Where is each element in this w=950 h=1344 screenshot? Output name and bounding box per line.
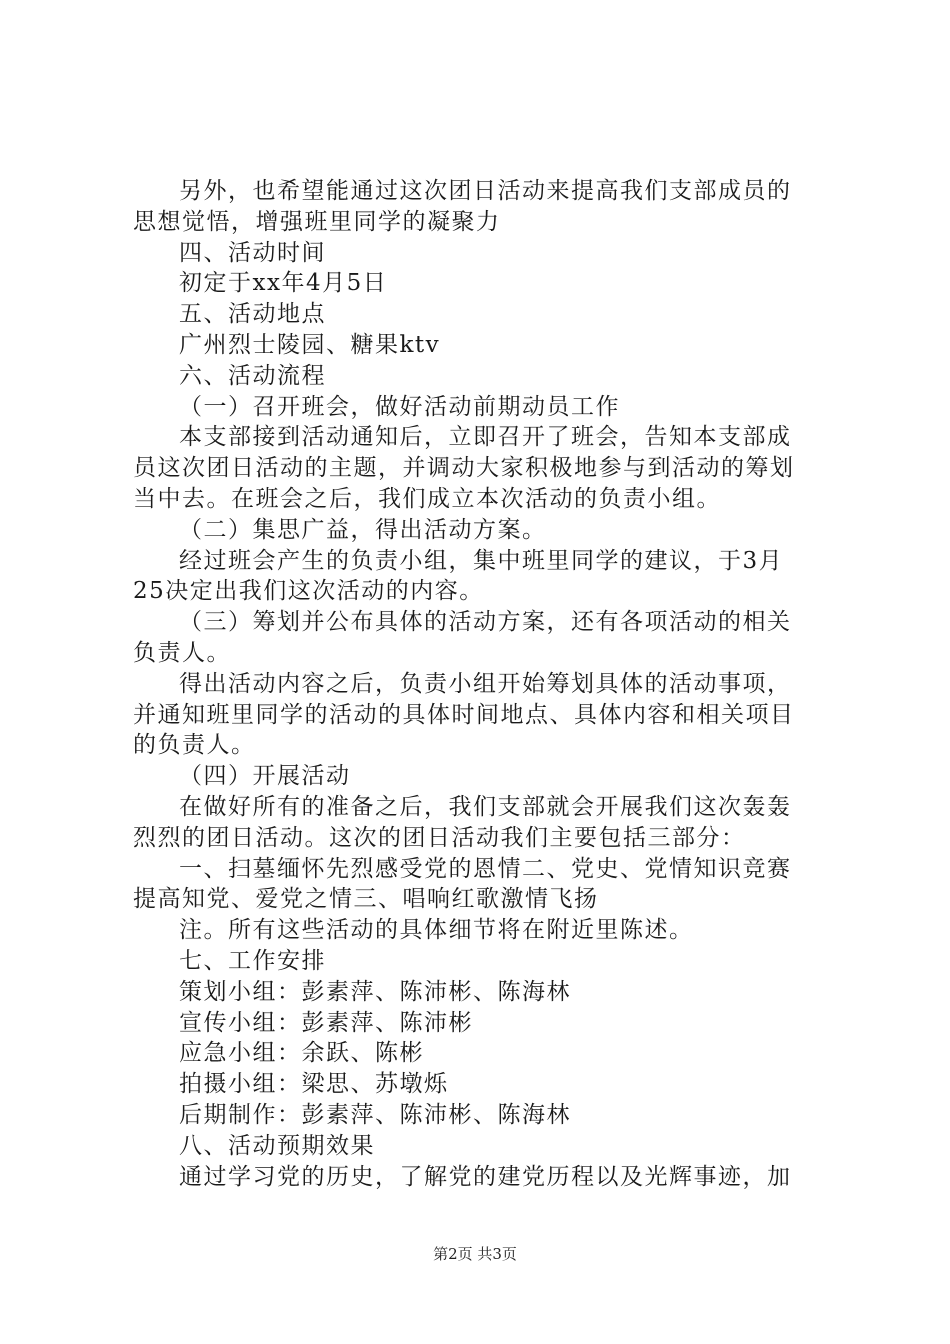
text-line: 思想觉悟，增强班里同学的凝聚力: [133, 208, 501, 235]
text-line: 25决定出我们这次活动的内容。: [133, 578, 484, 605]
text-line: 后期制作：彭素萍、陈沛彬、陈海林: [179, 1101, 571, 1128]
text-line: 本支部接到活动通知后，立即召开了班会，告知本支部成: [179, 424, 792, 451]
text-line: 烈烈的团日活动。这次的团日活动我们主要包括三部分：: [133, 824, 746, 851]
text-line: 七、工作安排: [179, 947, 326, 974]
text-line: 得出活动内容之后，负责小组开始筹划具体的活动事项，: [179, 670, 792, 697]
text-line: 通过学习党的历史，了解党的建党历程以及光辉事迹，加: [179, 1163, 792, 1190]
document-body: [133, 176, 839, 1192]
text-line: 并通知班里同学的活动的具体时间地点、具体内容和相关项目: [133, 701, 795, 728]
text-line: 六、活动流程: [179, 362, 326, 389]
text-line: （一）召开班会，做好活动前期动员工作: [179, 393, 620, 420]
text-line: 当中去。在班会之后，我们成立本次活动的负责小组。: [133, 485, 721, 512]
page-number-label: 第2页 共3页: [433, 1245, 517, 1263]
text-line: 四、活动时间: [179, 239, 326, 266]
text-line: 的负责人。: [133, 732, 256, 759]
text-line: 提高知党、爱党之情三、唱响红歌激情飞扬: [133, 886, 599, 913]
text-line: 员这次团日活动的主题，并调动大家积极地参与到活动的筹划: [133, 455, 795, 482]
text-line: 一、扫墓缅怀先烈感受党的恩情二、党史、党情知识竞赛: [179, 855, 792, 882]
text-line: 经过班会产生的负责小组，集中班里同学的建议，于3月: [179, 547, 784, 574]
text-line: 在做好所有的准备之后，我们支部就会开展我们这次轰轰: [179, 793, 792, 820]
text-line: 策划小组：彭素萍、陈沛彬、陈海林: [179, 978, 571, 1005]
text-line: （四）开展活动: [179, 763, 351, 790]
text-line: 五、活动地点: [179, 301, 326, 328]
page-footer: [0, 1243, 950, 1264]
text-line: （二）集思广益，得出活动方案。: [179, 516, 547, 543]
text-line: 应急小组：余跃、陈彬: [179, 1040, 424, 1067]
text-line: 注。所有这些活动的具体细节将在附近里陈述。: [179, 917, 694, 944]
text-line: 八、活动预期效果: [179, 1132, 375, 1159]
text-line: 拍摄小组：梁思、苏墩烁: [179, 1071, 449, 1098]
text-line: 负责人。: [133, 639, 231, 666]
text-line: （三）筹划并公布具体的活动方案，还有各项活动的相关: [179, 609, 792, 636]
text-line: 广州烈士陵园、糖果ktv: [179, 331, 441, 358]
text-line: 宣传小组：彭素萍、陈沛彬: [179, 1009, 473, 1036]
text-line: 另外，也希望能通过这次团日活动来提高我们支部成员的: [179, 178, 792, 204]
text-line: 初定于xx年4月5日: [179, 270, 388, 297]
